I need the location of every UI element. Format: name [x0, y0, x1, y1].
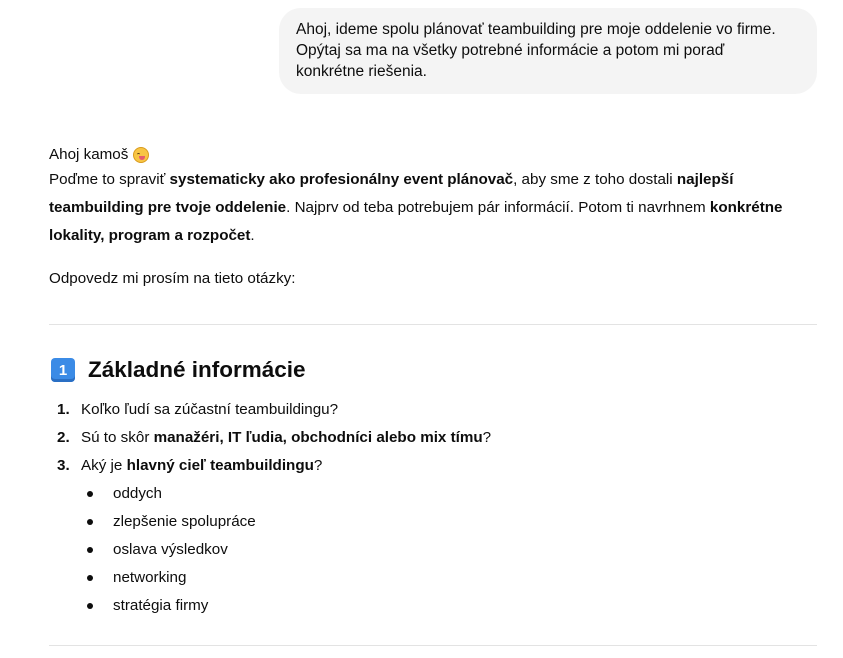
- keycap-one-icon: 1: [51, 358, 75, 382]
- bullet-dot: [87, 519, 93, 525]
- bullet-dot: [87, 491, 93, 497]
- goal-text: zlepšenie spolupráce: [113, 513, 256, 530]
- intro-bold: lokality, program a rozpočet: [49, 227, 251, 244]
- section-heading: [51, 355, 306, 385]
- list-number: 1.: [57, 401, 70, 418]
- list-item: [57, 396, 757, 424]
- goal-text: networking: [113, 569, 187, 586]
- intro-line-3: [49, 222, 819, 250]
- question-part: Aký je: [81, 457, 127, 474]
- bullet-dot: [87, 575, 93, 581]
- intro-text: , aby sme z toho dostali: [513, 171, 677, 188]
- list-item: [87, 480, 757, 508]
- question-text: [81, 452, 322, 480]
- list-item: [57, 424, 757, 452]
- question-part: ?: [482, 429, 492, 446]
- section-title-text: Základné informácie: [88, 357, 306, 382]
- intro-paragraph: [49, 166, 819, 250]
- intro-text: .: [250, 227, 255, 244]
- intro-text: Poďme to spraviť: [49, 171, 170, 188]
- question-list: [57, 396, 757, 620]
- question-bold: manažéri, IT ľudia, obchodníci alebo mix tímu: [153, 429, 483, 446]
- smiling-face-with-tongue-icon: [133, 147, 149, 163]
- intro-bold: konkrétne: [709, 199, 783, 216]
- list-number: 2.: [57, 429, 70, 446]
- intro-line-1: [49, 166, 819, 194]
- bullet-dot: [87, 603, 93, 609]
- assistant-message: [49, 145, 819, 293]
- section-divider: [49, 324, 817, 325]
- greeting-text: Ahoj kamoš: [49, 146, 129, 163]
- question-part: ?: [313, 457, 323, 474]
- bullet-dot: [87, 547, 93, 553]
- list-item: [87, 508, 757, 536]
- ask-line: Odpovedz mi prosím na tieto otázky:: [49, 270, 296, 287]
- goal-bullet-list: [87, 480, 757, 620]
- intro-bold: systematicky ako profesionálny event plánovač: [169, 171, 514, 188]
- list-number: 3.: [57, 457, 70, 474]
- section-divider: [49, 645, 817, 646]
- question-bold: hlavný cieľ teambuildingu: [126, 457, 314, 474]
- user-message-line: konkrétne riešenia.: [296, 63, 427, 80]
- question-part: Sú to skôr: [81, 429, 154, 446]
- question-text: [81, 424, 491, 452]
- list-item: [87, 592, 757, 620]
- intro-text: . Najprv od teba potrebujem pár informácií. Potom ti navrhnem: [286, 199, 710, 216]
- user-message-line: Opýtaj sa ma na všetky potrebné informácie a potom mi poraď: [296, 42, 725, 59]
- goal-text: oddych: [113, 485, 162, 502]
- intro-line-2: [49, 194, 819, 222]
- goal-text: oslava výsledkov: [113, 541, 228, 558]
- user-message-line: Ahoj, ideme spolu plánovať teambuilding pre moje oddelenie vo firme.: [296, 21, 776, 38]
- user-message-bubble: [279, 8, 817, 94]
- goal-text: stratégia firmy: [113, 597, 209, 614]
- greeting-line: [49, 145, 819, 165]
- question-text: Koľko ľudí sa zúčastní teambuildingu?: [81, 401, 339, 418]
- intro-bold: najlepší: [676, 171, 734, 188]
- list-item: [57, 452, 757, 480]
- list-item: [87, 536, 757, 564]
- intro-bold: teambuilding pre tvoje oddelenie: [49, 199, 287, 216]
- list-item: [87, 564, 757, 592]
